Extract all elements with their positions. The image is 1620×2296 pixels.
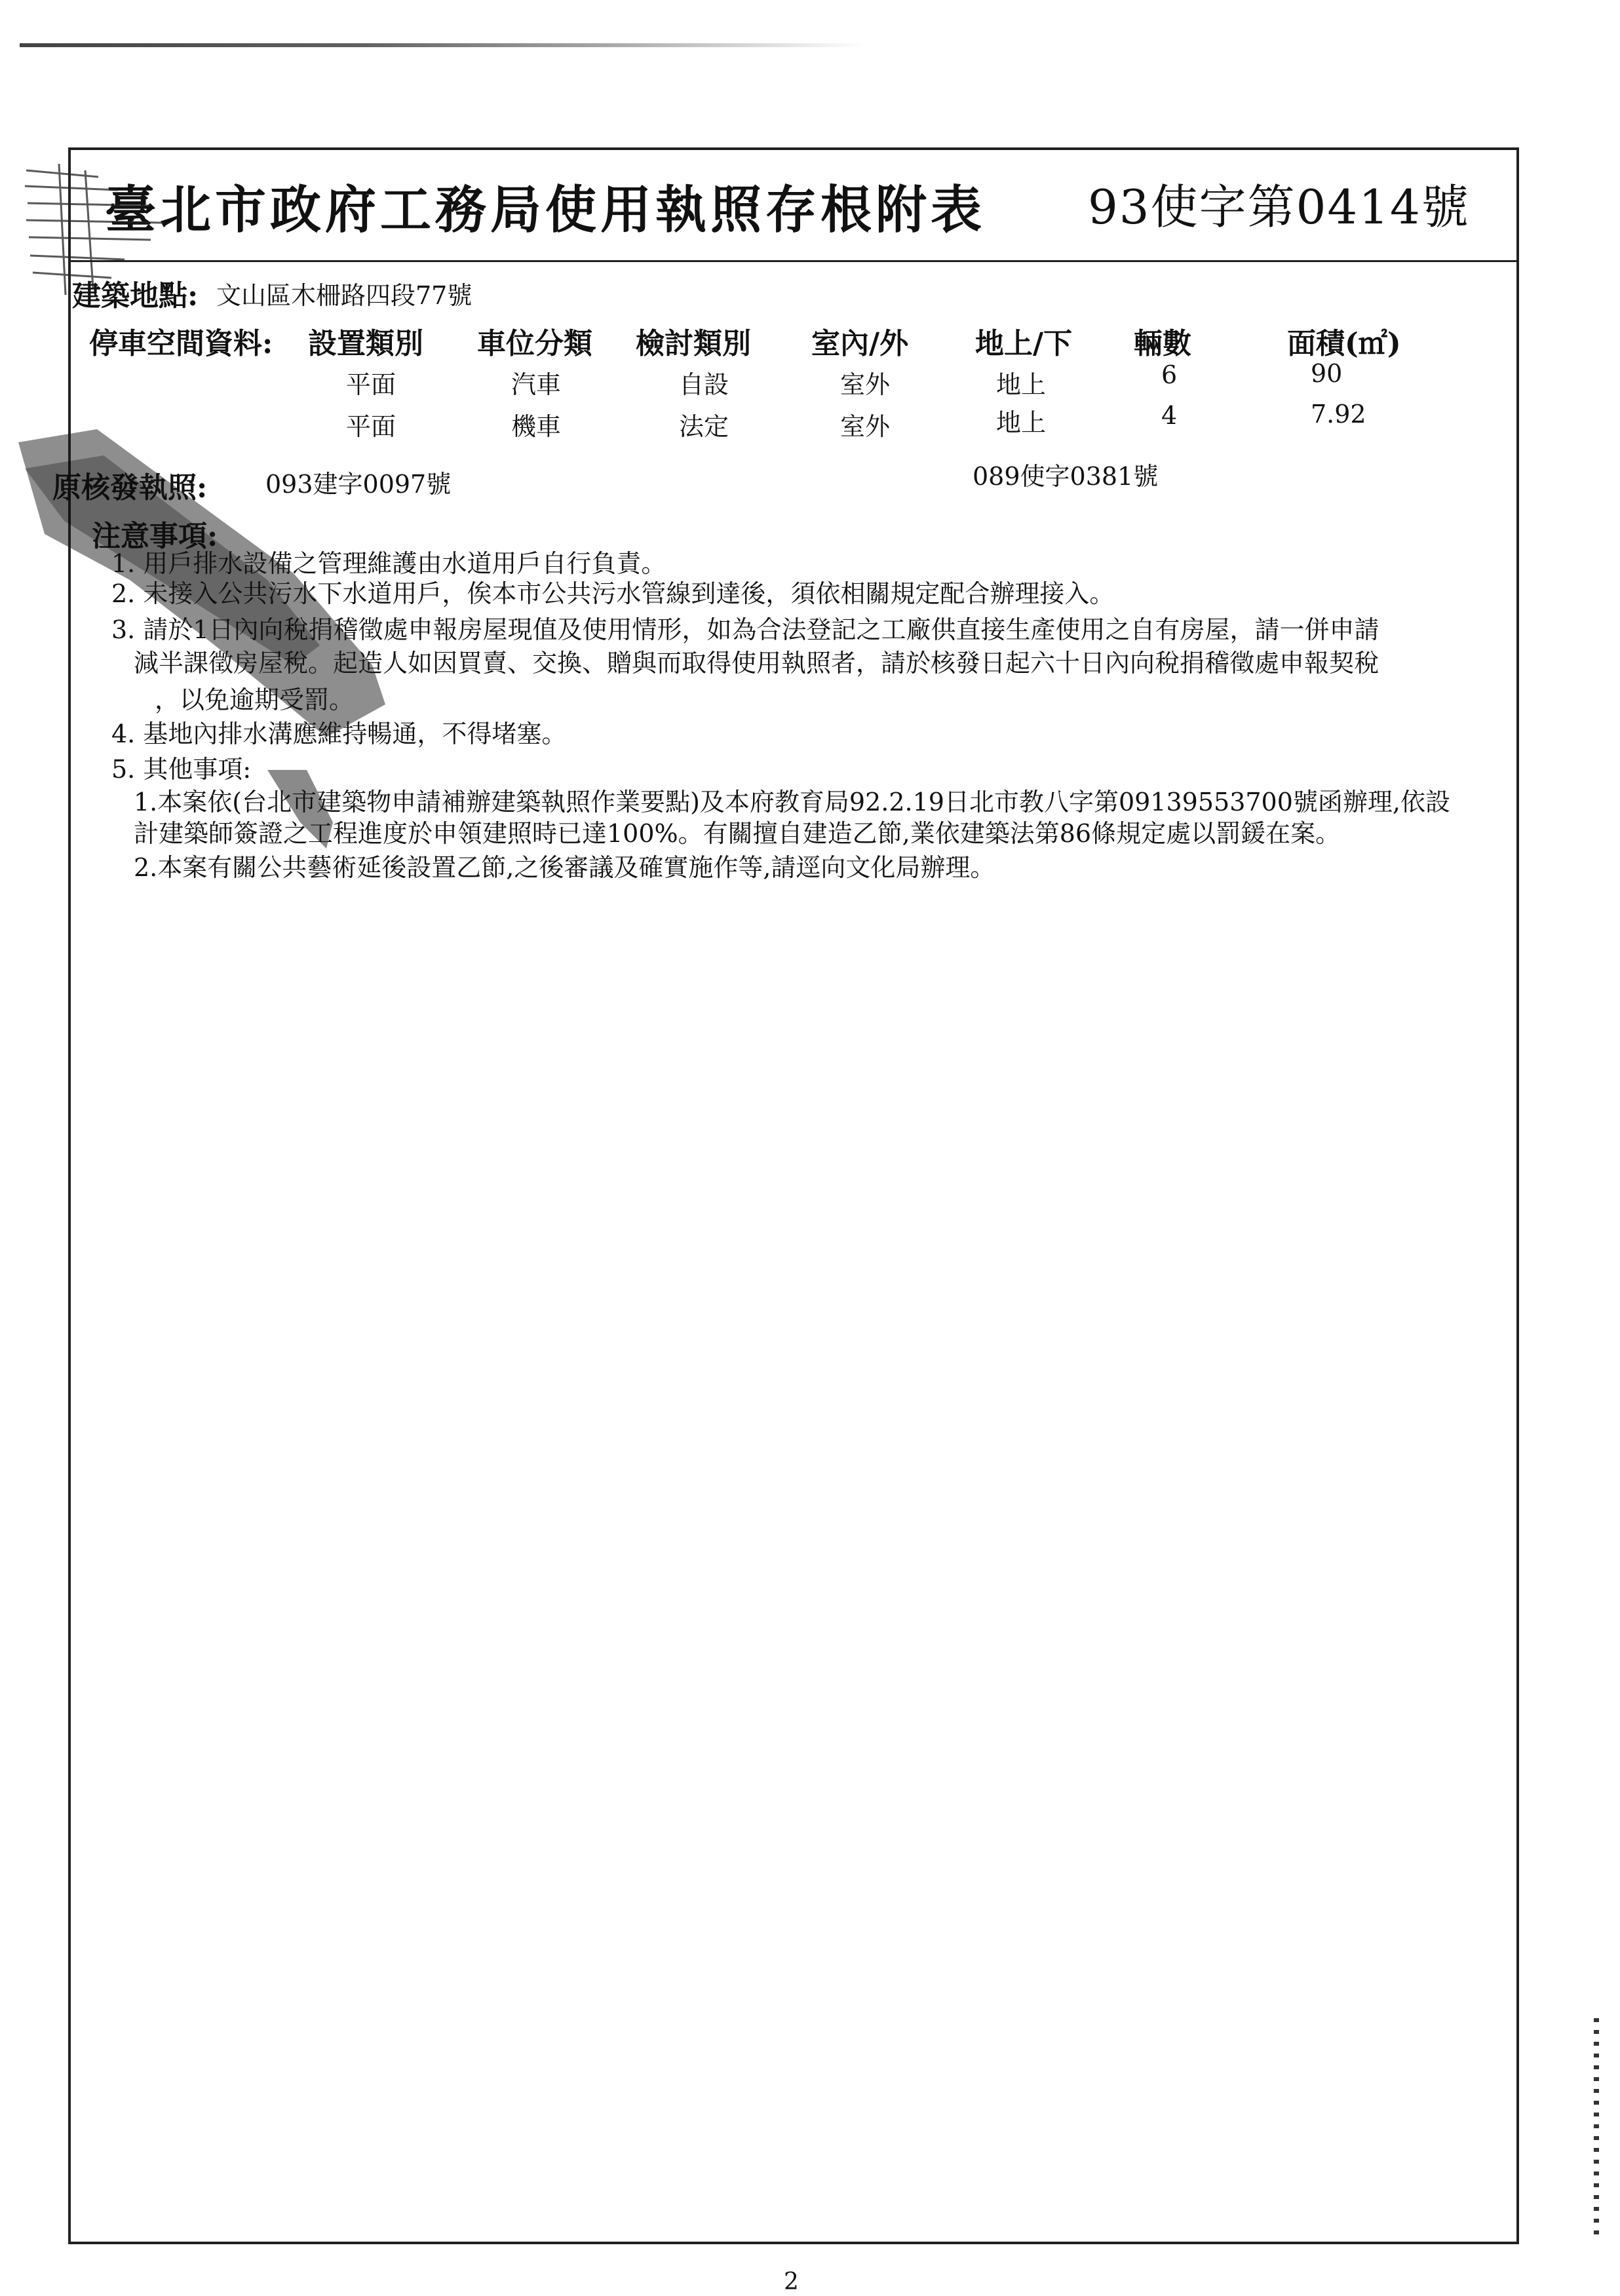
parking-cell: 室外	[840, 412, 891, 441]
note-item: 1.本案依(台北市建築物申請補辦建築執照作業要點)及本府教育局92.2.19日北市教八字第09139553700號函辦理,依設	[134, 788, 1450, 816]
note-item: 2. 未接入公共污水下水道用戶，俟本市公共污水管線到達後，須依相關規定配合辦理接入。	[111, 579, 1115, 608]
scan-artifact-line	[20, 43, 865, 47]
parking-cell: 地上	[996, 370, 1047, 399]
parking-cell: 4	[1161, 401, 1178, 430]
original-license-label: 原核發執照:	[52, 471, 208, 505]
parking-cell: 汽車	[511, 370, 562, 399]
note-item: 減半課徵房屋稅。起造人如因買賣、交換、贈與而取得使用執照者，請於核發日起六十日內向稅捐稽徵處申報契稅	[134, 649, 1379, 678]
note-item: 2.本案有關公共藝術延後設置乙節,之後審議及確實施作等,請逕向文化局辦理。	[134, 853, 995, 882]
document-title: 臺北市政府工務局使用執照存根附表	[105, 180, 986, 240]
parking-header: 地上/下	[975, 327, 1073, 360]
parking-cell: 平面	[346, 412, 396, 441]
original-license-extra: 089使字0381號	[973, 462, 1159, 491]
parking-cell: 法定	[679, 412, 729, 441]
document-frame	[68, 147, 1519, 2244]
parking-label: 停車空間資料:	[89, 327, 273, 360]
parking-cell: 6	[1161, 360, 1178, 389]
note-item: 計建築師簽證之工程進度於申領建照時已達100%。有關擅自建造乙節,業依建築法第86條規定處以罰鍰在案。	[134, 819, 1341, 848]
parking-cell: 機車	[511, 412, 562, 441]
address-label: 建築地點:	[72, 279, 199, 313]
parking-header: 設置類別	[308, 327, 423, 360]
original-license-value: 093建字0097號	[265, 470, 452, 499]
note-item: 1. 用戶排水設備之管理維護由水道用戶自行負責。	[111, 549, 666, 578]
parking-cell: 7.92	[1311, 400, 1366, 429]
parking-cell: 室外	[840, 370, 891, 399]
parking-header: 面積(㎡)	[1287, 327, 1401, 360]
address-value: 文山區木柵路四段77號	[216, 281, 473, 310]
note-item: ，以免逾期受罰。	[155, 685, 355, 714]
note-item: 5. 其他事項:	[111, 755, 252, 784]
parking-header: 室內/外	[811, 327, 909, 360]
note-item: 3. 請於1日內向稅捐稽徵處申報房屋現值及使用情形，如為合法登記之工廠供直接生產使用之自有房屋，請一併申請	[111, 615, 1379, 644]
parking-cell: 90	[1311, 359, 1343, 388]
parking-header: 車位分類	[477, 327, 592, 360]
permit-number: 93使字第0414號	[1088, 180, 1470, 235]
parking-cell: 平面	[346, 370, 396, 399]
parking-header: 輛數	[1134, 327, 1191, 360]
note-item: 4. 基地內排水溝應維持暢通，不得堵塞。	[111, 719, 567, 748]
scan-edge-artifact	[1594, 2018, 1599, 2234]
notes-label: 注意事項:	[92, 520, 218, 553]
parking-cell: 自設	[679, 370, 729, 399]
parking-cell: 地上	[996, 408, 1047, 437]
parking-header: 檢討類別	[636, 327, 751, 360]
page-number: 2	[784, 2268, 799, 2295]
